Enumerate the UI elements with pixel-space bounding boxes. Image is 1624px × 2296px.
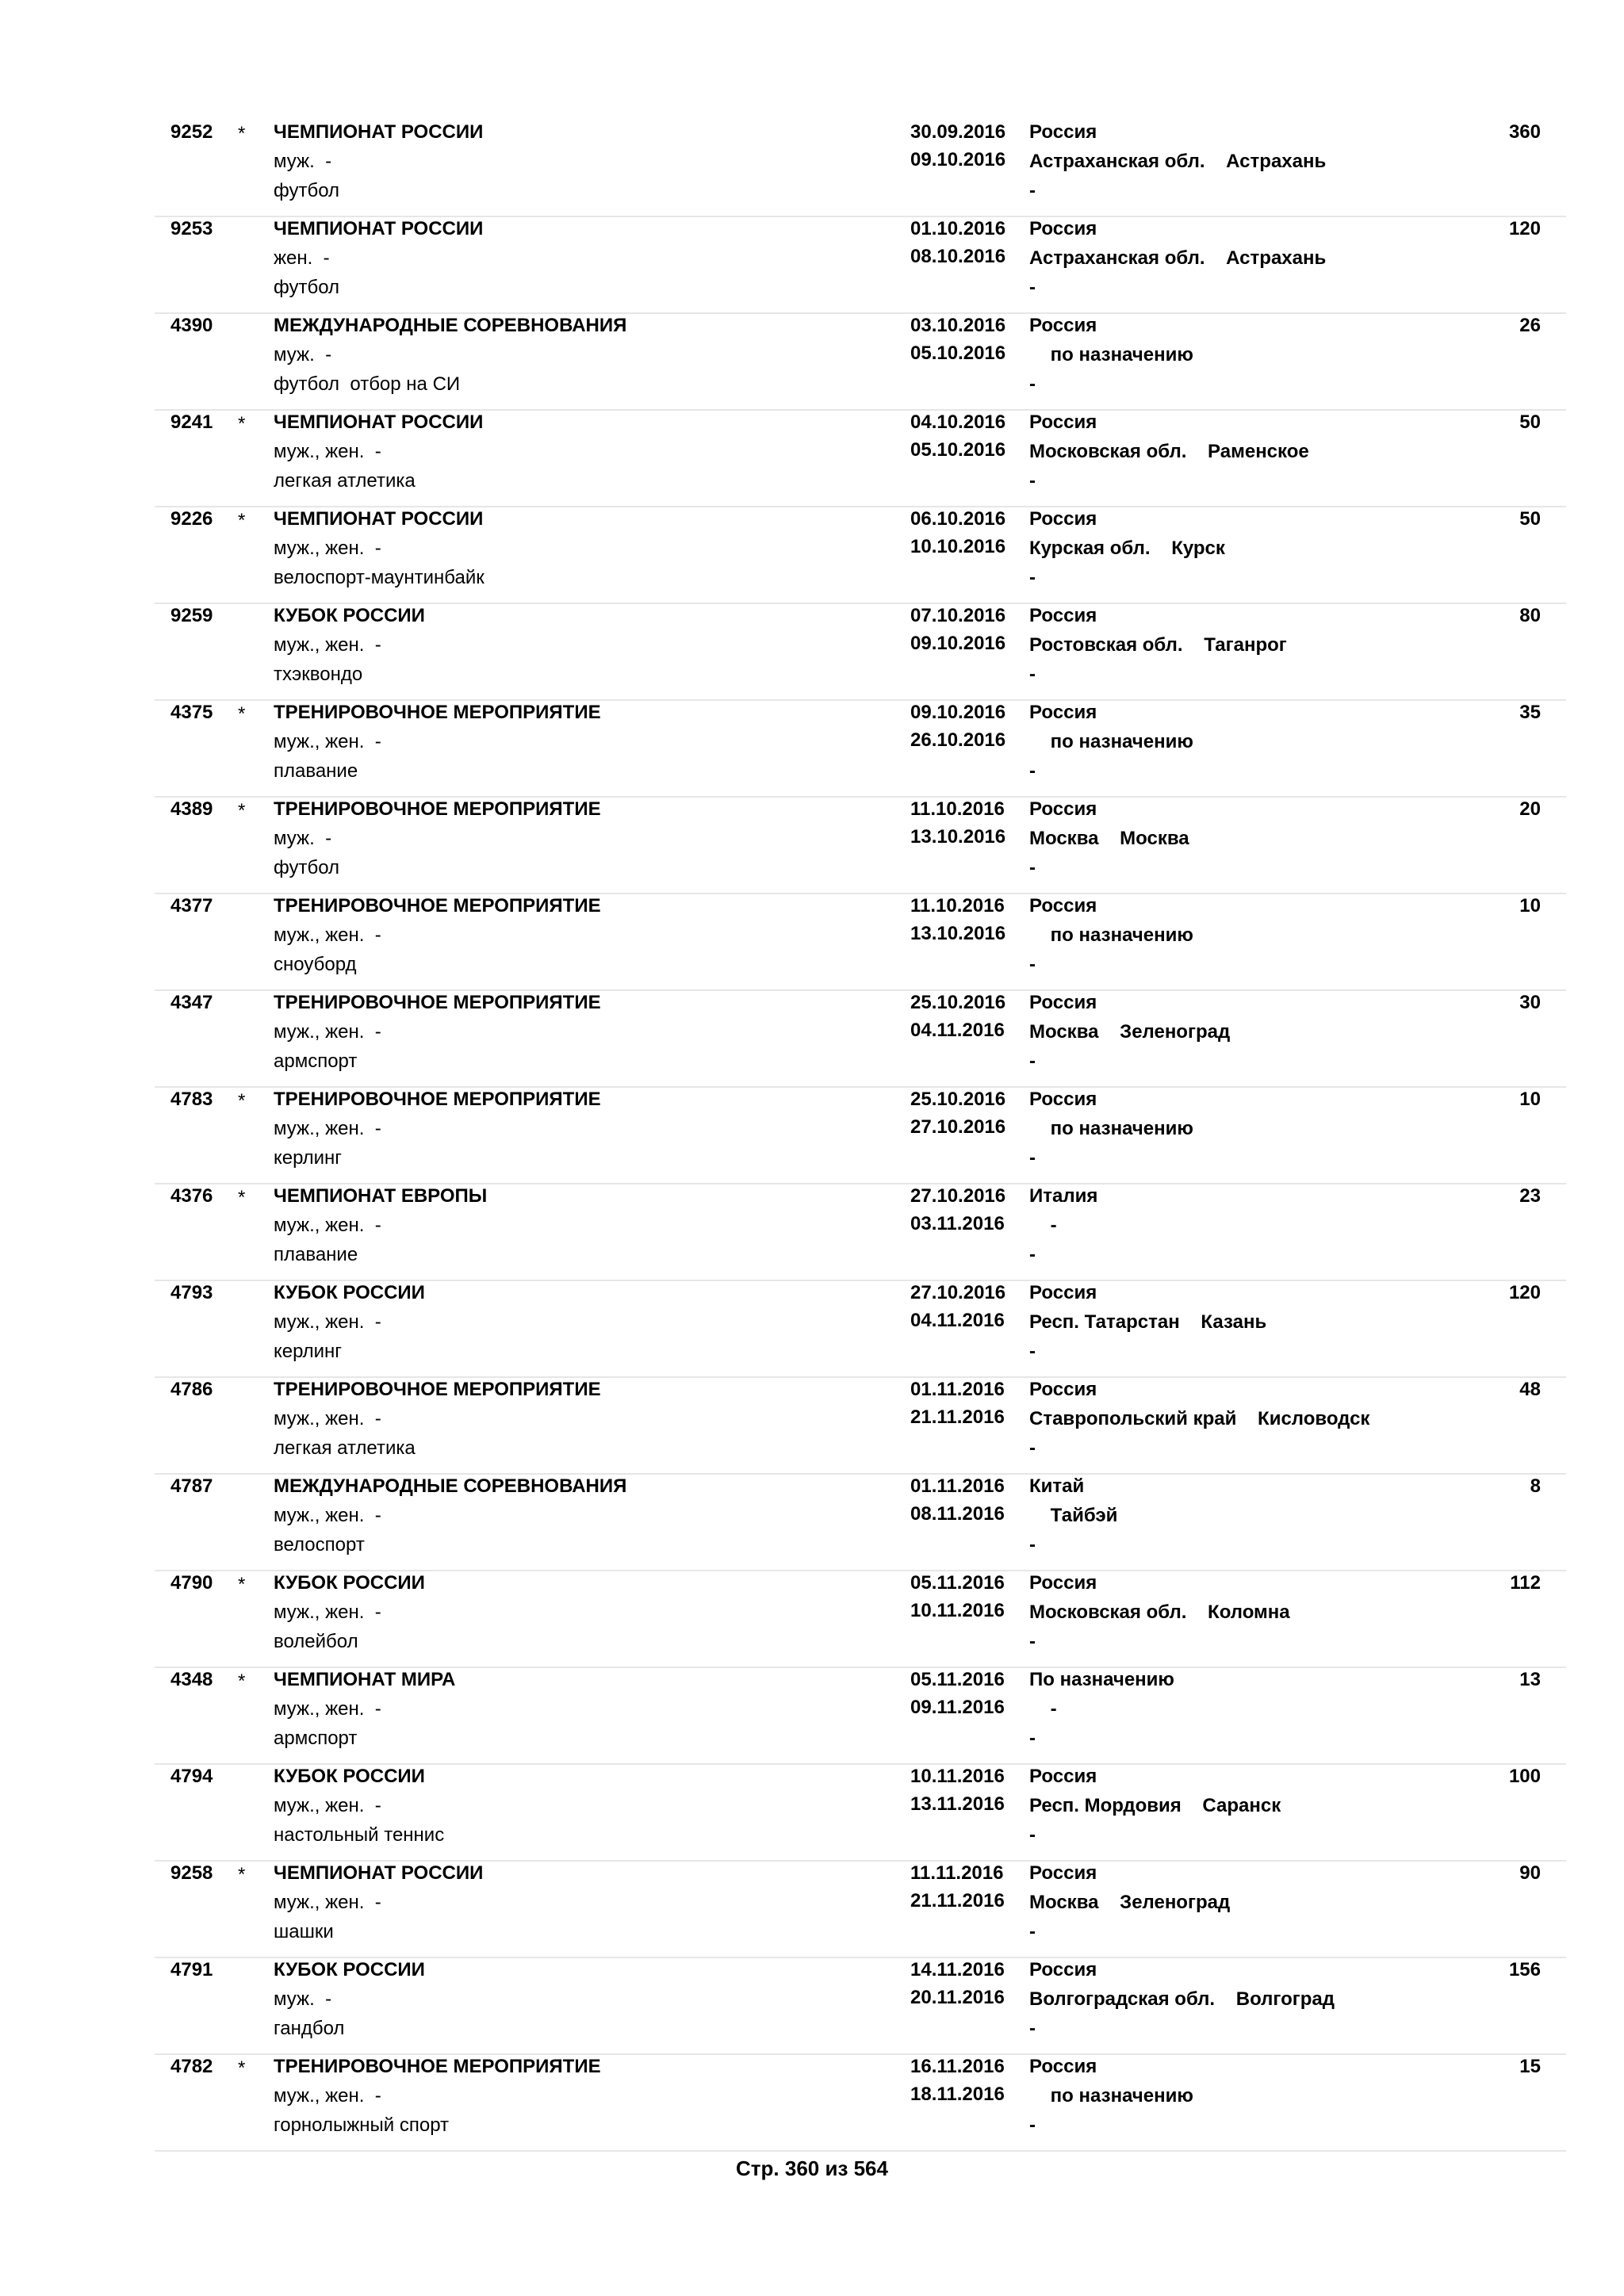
event-id: 4790	[170, 1572, 213, 1594]
event-sport: гандбол	[274, 2018, 345, 2039]
start-date: 25.10.2016	[910, 1089, 1006, 1110]
event-id: 9259	[170, 605, 213, 626]
end-date: 13.10.2016	[910, 826, 1006, 848]
event-row	[155, 216, 1566, 314]
location-dash: -	[1029, 954, 1036, 975]
marker-star: *	[238, 413, 246, 434]
event-gender: муж. -	[274, 1988, 332, 2010]
participant-count: 13	[1519, 1669, 1541, 1690]
event-title: МЕЖДУНАРОДНЫЕ СОРЕВНОВАНИЯ	[274, 315, 627, 336]
event-id: 9252	[170, 121, 213, 143]
participant-count: 156	[1508, 1959, 1541, 1980]
event-gender: муж., жен. -	[274, 924, 381, 946]
event-sport: сноуборд	[274, 954, 357, 975]
end-date: 21.11.2016	[910, 1890, 1005, 1911]
event-id: 9253	[170, 218, 213, 239]
marker-star: *	[238, 123, 246, 144]
start-date: 05.11.2016	[910, 1669, 1005, 1690]
event-location: Астраханская обл. Астрахань	[1029, 151, 1327, 172]
location-dash: -	[1029, 277, 1036, 298]
end-date: 13.11.2016	[910, 1793, 1005, 1815]
page-number: Стр. 360 из 564	[736, 2156, 888, 2180]
event-sport: легкая атлетика	[274, 470, 416, 492]
event-gender: муж., жен. -	[274, 731, 381, 752]
event-gender: муж., жен. -	[274, 634, 381, 656]
event-title: ЧЕМПИОНАТ МИРА	[274, 1669, 456, 1690]
event-id: 4375	[170, 702, 213, 723]
event-row	[155, 119, 1566, 217]
event-title: КУБОК РОССИИ	[274, 1572, 425, 1594]
participant-count: 50	[1519, 508, 1541, 530]
event-gender: муж., жен. -	[274, 2085, 381, 2107]
start-date: 11.10.2016	[910, 798, 1005, 820]
event-row	[155, 603, 1566, 701]
event-sport: шашки	[274, 1921, 334, 1942]
event-location: по назначению	[1029, 2085, 1193, 2107]
event-row	[155, 1763, 1566, 1862]
event-country: Россия	[1029, 218, 1097, 239]
event-sport: футбол	[274, 857, 340, 878]
start-date: 01.11.2016	[910, 1379, 1005, 1400]
event-location: Московская обл. Раменское	[1029, 441, 1309, 462]
location-dash: -	[1029, 1824, 1036, 1846]
event-row	[155, 1280, 1566, 1378]
event-gender: муж. -	[274, 344, 332, 365]
event-country: Россия	[1029, 315, 1097, 336]
event-location: по назначению	[1029, 731, 1193, 752]
event-title: ЧЕМПИОНАТ ЕВРОПЫ	[274, 1185, 488, 1207]
event-id: 4390	[170, 315, 213, 336]
participant-count: 35	[1519, 702, 1541, 723]
event-title: ТРЕНИРОВОЧНОЕ МЕРОПРИЯТИЕ	[274, 798, 601, 820]
event-title: ТРЕНИРОВОЧНОЕ МЕРОПРИЯТИЕ	[274, 895, 601, 916]
event-sport: тхэквондо	[274, 664, 363, 685]
event-country: Китай	[1029, 1475, 1085, 1497]
event-row	[155, 796, 1566, 894]
event-location: по назначению	[1029, 1118, 1193, 1139]
event-id: 4791	[170, 1959, 213, 1980]
event-location: Москва Зеленоград	[1029, 1021, 1231, 1043]
start-date: 04.10.2016	[910, 411, 1006, 433]
event-location: Респ. Татарстан Казань	[1029, 1311, 1267, 1333]
event-row	[155, 1860, 1566, 1958]
event-title: ЧЕМПИОНАТ РОССИИ	[274, 121, 484, 143]
event-gender: муж., жен. -	[274, 1505, 381, 1526]
participant-count: 10	[1519, 895, 1541, 916]
event-row	[155, 1667, 1566, 1765]
event-sport: футбол отбор на СИ	[274, 373, 461, 395]
event-sport: керлинг	[274, 1341, 343, 1362]
event-row	[155, 506, 1566, 604]
event-country: Россия	[1029, 992, 1097, 1013]
event-row	[155, 1086, 1566, 1184]
event-title: ТРЕНИРОВОЧНОЕ МЕРОПРИЯТИЕ	[274, 992, 601, 1013]
event-country: Россия	[1029, 1862, 1097, 1884]
participant-count: 48	[1519, 1379, 1541, 1400]
end-date: 03.11.2016	[910, 1213, 1005, 1234]
event-sport: легкая атлетика	[274, 1437, 416, 1459]
event-row	[155, 409, 1566, 507]
event-sport: футбол	[274, 277, 340, 298]
participant-count: 20	[1519, 798, 1541, 820]
event-id: 4793	[170, 1282, 213, 1303]
location-dash: -	[1029, 1921, 1036, 1942]
event-id: 4348	[170, 1669, 213, 1690]
marker-star: *	[238, 1187, 246, 1208]
event-row	[155, 1957, 1566, 2055]
event-country: Россия	[1029, 1379, 1097, 1400]
event-row	[155, 1473, 1566, 1571]
participant-count: 80	[1519, 605, 1541, 626]
event-id: 4794	[170, 1766, 213, 1787]
location-dash: -	[1029, 2018, 1036, 2039]
end-date: 13.10.2016	[910, 923, 1006, 944]
event-id: 4783	[170, 1089, 213, 1110]
event-id: 4782	[170, 2056, 213, 2077]
participant-count: 10	[1519, 1089, 1541, 1110]
event-title: ТРЕНИРОВОЧНОЕ МЕРОПРИЯТИЕ	[274, 1089, 601, 1110]
start-date: 30.09.2016	[910, 121, 1006, 143]
event-title: ЧЕМПИОНАТ РОССИИ	[274, 411, 484, 433]
event-country: Россия	[1029, 1572, 1097, 1594]
event-gender: муж., жен. -	[274, 1892, 381, 1913]
location-dash: -	[1029, 1244, 1036, 1265]
start-date: 03.10.2016	[910, 315, 1006, 336]
event-id: 9226	[170, 508, 213, 530]
location-dash: -	[1029, 2114, 1036, 2136]
event-location: -	[1029, 1215, 1057, 1236]
location-dash: -	[1029, 1050, 1036, 1072]
start-date: 07.10.2016	[910, 605, 1006, 626]
start-date: 16.11.2016	[910, 2056, 1005, 2077]
event-location: по назначению	[1029, 924, 1193, 946]
end-date: 10.10.2016	[910, 536, 1006, 557]
location-dash: -	[1029, 857, 1036, 878]
event-country: Россия	[1029, 1282, 1097, 1303]
event-country: Италия	[1029, 1185, 1098, 1207]
event-gender: муж., жен. -	[274, 1601, 381, 1623]
event-title: МЕЖДУНАРОДНЫЕ СОРЕВНОВАНИЯ	[274, 1475, 627, 1497]
event-id: 9241	[170, 411, 213, 433]
event-sport: велоспорт	[274, 1534, 365, 1556]
event-country: Россия	[1029, 605, 1097, 626]
participant-count: 112	[1510, 1572, 1541, 1594]
end-date: 08.10.2016	[910, 246, 1006, 267]
participant-count: 26	[1519, 315, 1541, 336]
marker-star: *	[238, 510, 246, 531]
marker-star: *	[238, 703, 246, 725]
event-sport: футбол	[274, 180, 340, 201]
event-row	[155, 1570, 1566, 1668]
event-location: Москва Москва	[1029, 828, 1189, 849]
marker-star: *	[238, 1090, 246, 1112]
location-dash: -	[1029, 1534, 1036, 1556]
start-date: 05.11.2016	[910, 1572, 1005, 1594]
event-gender: муж., жен. -	[274, 1698, 381, 1720]
location-dash: -	[1029, 1341, 1036, 1362]
start-date: 01.10.2016	[910, 218, 1006, 239]
event-location: -	[1029, 1698, 1057, 1720]
location-dash: -	[1029, 373, 1036, 395]
event-country: Россия	[1029, 1089, 1097, 1110]
event-gender: муж. -	[274, 828, 332, 849]
location-dash: -	[1029, 760, 1036, 782]
location-dash: -	[1029, 1631, 1036, 1652]
event-title: ЧЕМПИОНАТ РОССИИ	[274, 508, 484, 530]
event-location: по назначению	[1029, 344, 1193, 365]
participant-count: 120	[1508, 218, 1541, 239]
event-country: Россия	[1029, 1766, 1097, 1787]
end-date: 20.11.2016	[910, 1987, 1005, 2008]
event-sport: настольный теннис	[274, 1824, 445, 1846]
event-title: КУБОК РОССИИ	[274, 1766, 425, 1787]
event-title: ЧЕМПИОНАТ РОССИИ	[274, 1862, 484, 1884]
event-location: Волгоградская обл. Волгоград	[1029, 1988, 1335, 2010]
event-country: Россия	[1029, 2056, 1097, 2077]
event-country: Россия	[1029, 411, 1097, 433]
event-country: Россия	[1029, 702, 1097, 723]
event-gender: муж., жен. -	[274, 1795, 381, 1816]
start-date: 10.11.2016	[910, 1766, 1005, 1787]
start-date: 14.11.2016	[910, 1959, 1005, 1980]
start-date: 27.10.2016	[910, 1185, 1006, 1207]
end-date: 09.11.2016	[910, 1697, 1005, 1718]
event-location: Респ. Мордовия Саранск	[1029, 1795, 1281, 1816]
start-date: 01.11.2016	[910, 1475, 1005, 1497]
location-dash: -	[1029, 1147, 1036, 1169]
event-row	[155, 312, 1566, 411]
event-row	[155, 893, 1566, 991]
event-title: КУБОК РОССИИ	[274, 1282, 425, 1303]
event-title: ТРЕНИРОВОЧНОЕ МЕРОПРИЯТИЕ	[274, 2056, 601, 2077]
event-location: Ростовская обл. Таганрог	[1029, 634, 1287, 656]
event-id: 4389	[170, 798, 213, 820]
end-date: 04.11.2016	[910, 1020, 1005, 1041]
end-date: 09.10.2016	[910, 149, 1006, 170]
participant-count: 15	[1519, 2056, 1541, 2077]
event-title: КУБОК РОССИИ	[274, 1959, 425, 1980]
event-location: Курская обл. Курск	[1029, 538, 1225, 559]
event-gender: муж., жен. -	[274, 1215, 381, 1236]
participant-count: 120	[1508, 1282, 1541, 1303]
end-date: 26.10.2016	[910, 729, 1006, 751]
event-country: Россия	[1029, 895, 1097, 916]
event-location: Москва Зеленоград	[1029, 1892, 1231, 1913]
marker-star: *	[238, 1574, 246, 1595]
event-gender: муж., жен. -	[274, 441, 381, 462]
marker-star: *	[238, 1670, 246, 1692]
event-sport: армспорт	[274, 1728, 358, 1749]
marker-star: *	[238, 2057, 246, 2079]
participant-count: 90	[1519, 1862, 1541, 1884]
marker-star: *	[238, 1864, 246, 1885]
event-sport: велоспорт-маунтинбайк	[274, 567, 485, 588]
end-date: 27.10.2016	[910, 1116, 1006, 1138]
end-date: 05.10.2016	[910, 342, 1006, 364]
participant-count: 50	[1519, 411, 1541, 433]
event-location: Ставропольский край Кисловодск	[1029, 1408, 1370, 1429]
event-title: ТРЕНИРОВОЧНОЕ МЕРОПРИЯТИЕ	[274, 702, 601, 723]
event-row	[155, 699, 1566, 798]
event-id: 4347	[170, 992, 213, 1013]
event-gender: муж., жен. -	[274, 1021, 381, 1043]
event-gender: муж. -	[274, 151, 332, 172]
start-date: 11.10.2016	[910, 895, 1005, 916]
end-date: 08.11.2016	[910, 1503, 1005, 1525]
location-dash: -	[1029, 567, 1036, 588]
participant-count: 30	[1519, 992, 1541, 1013]
event-id: 4376	[170, 1185, 213, 1207]
event-gender: муж., жен. -	[274, 1118, 381, 1139]
event-country: По назначению	[1029, 1669, 1174, 1690]
start-date: 27.10.2016	[910, 1282, 1006, 1303]
start-date: 25.10.2016	[910, 992, 1006, 1013]
event-id: 9258	[170, 1862, 213, 1884]
event-row	[155, 989, 1566, 1088]
end-date: 18.11.2016	[910, 2084, 1005, 2105]
event-country: Россия	[1029, 1959, 1097, 1980]
event-sport: горнолыжный спорт	[274, 2114, 450, 2136]
marker-star: *	[238, 800, 246, 821]
location-dash: -	[1029, 470, 1036, 492]
participant-count: 8	[1530, 1475, 1541, 1497]
start-date: 09.10.2016	[910, 702, 1006, 723]
end-date: 04.11.2016	[910, 1310, 1005, 1331]
event-sport: плавание	[274, 1244, 358, 1265]
event-location: Московская обл. Коломна	[1029, 1601, 1290, 1623]
event-gender: муж., жен. -	[274, 538, 381, 559]
location-dash: -	[1029, 664, 1036, 685]
participant-count: 360	[1508, 121, 1541, 143]
event-sport: керлинг	[274, 1147, 343, 1169]
event-gender: муж., жен. -	[274, 1311, 381, 1333]
event-country: Россия	[1029, 508, 1097, 530]
event-gender: муж., жен. -	[274, 1408, 381, 1429]
event-id: 4377	[170, 895, 213, 916]
event-id: 4787	[170, 1475, 213, 1497]
end-date: 10.11.2016	[910, 1600, 1005, 1621]
event-row	[155, 1376, 1566, 1475]
end-date: 09.10.2016	[910, 633, 1006, 654]
event-country: Россия	[1029, 798, 1097, 820]
participant-count: 100	[1508, 1766, 1541, 1787]
location-dash: -	[1029, 180, 1036, 201]
end-date: 05.10.2016	[910, 439, 1006, 461]
event-id: 4786	[170, 1379, 213, 1400]
event-location: Астраханская обл. Астрахань	[1029, 247, 1327, 269]
participant-count: 23	[1519, 1185, 1541, 1207]
start-date: 11.11.2016	[910, 1862, 1004, 1884]
event-row	[155, 1183, 1566, 1281]
event-title: КУБОК РОССИИ	[274, 605, 425, 626]
location-dash: -	[1029, 1437, 1036, 1459]
event-country: Россия	[1029, 121, 1097, 143]
start-date: 06.10.2016	[910, 508, 1006, 530]
event-title: ТРЕНИРОВОЧНОЕ МЕРОПРИЯТИЕ	[274, 1379, 601, 1400]
event-sport: армспорт	[274, 1050, 358, 1072]
event-title: ЧЕМПИОНАТ РОССИИ	[274, 218, 484, 239]
event-row	[155, 2053, 1566, 2152]
event-gender: жен. -	[274, 247, 330, 269]
end-date: 21.11.2016	[910, 1406, 1005, 1428]
location-dash: -	[1029, 1728, 1036, 1749]
event-location: Тайбэй	[1029, 1505, 1118, 1526]
event-sport: волейбол	[274, 1631, 358, 1652]
event-sport: плавание	[274, 760, 358, 782]
